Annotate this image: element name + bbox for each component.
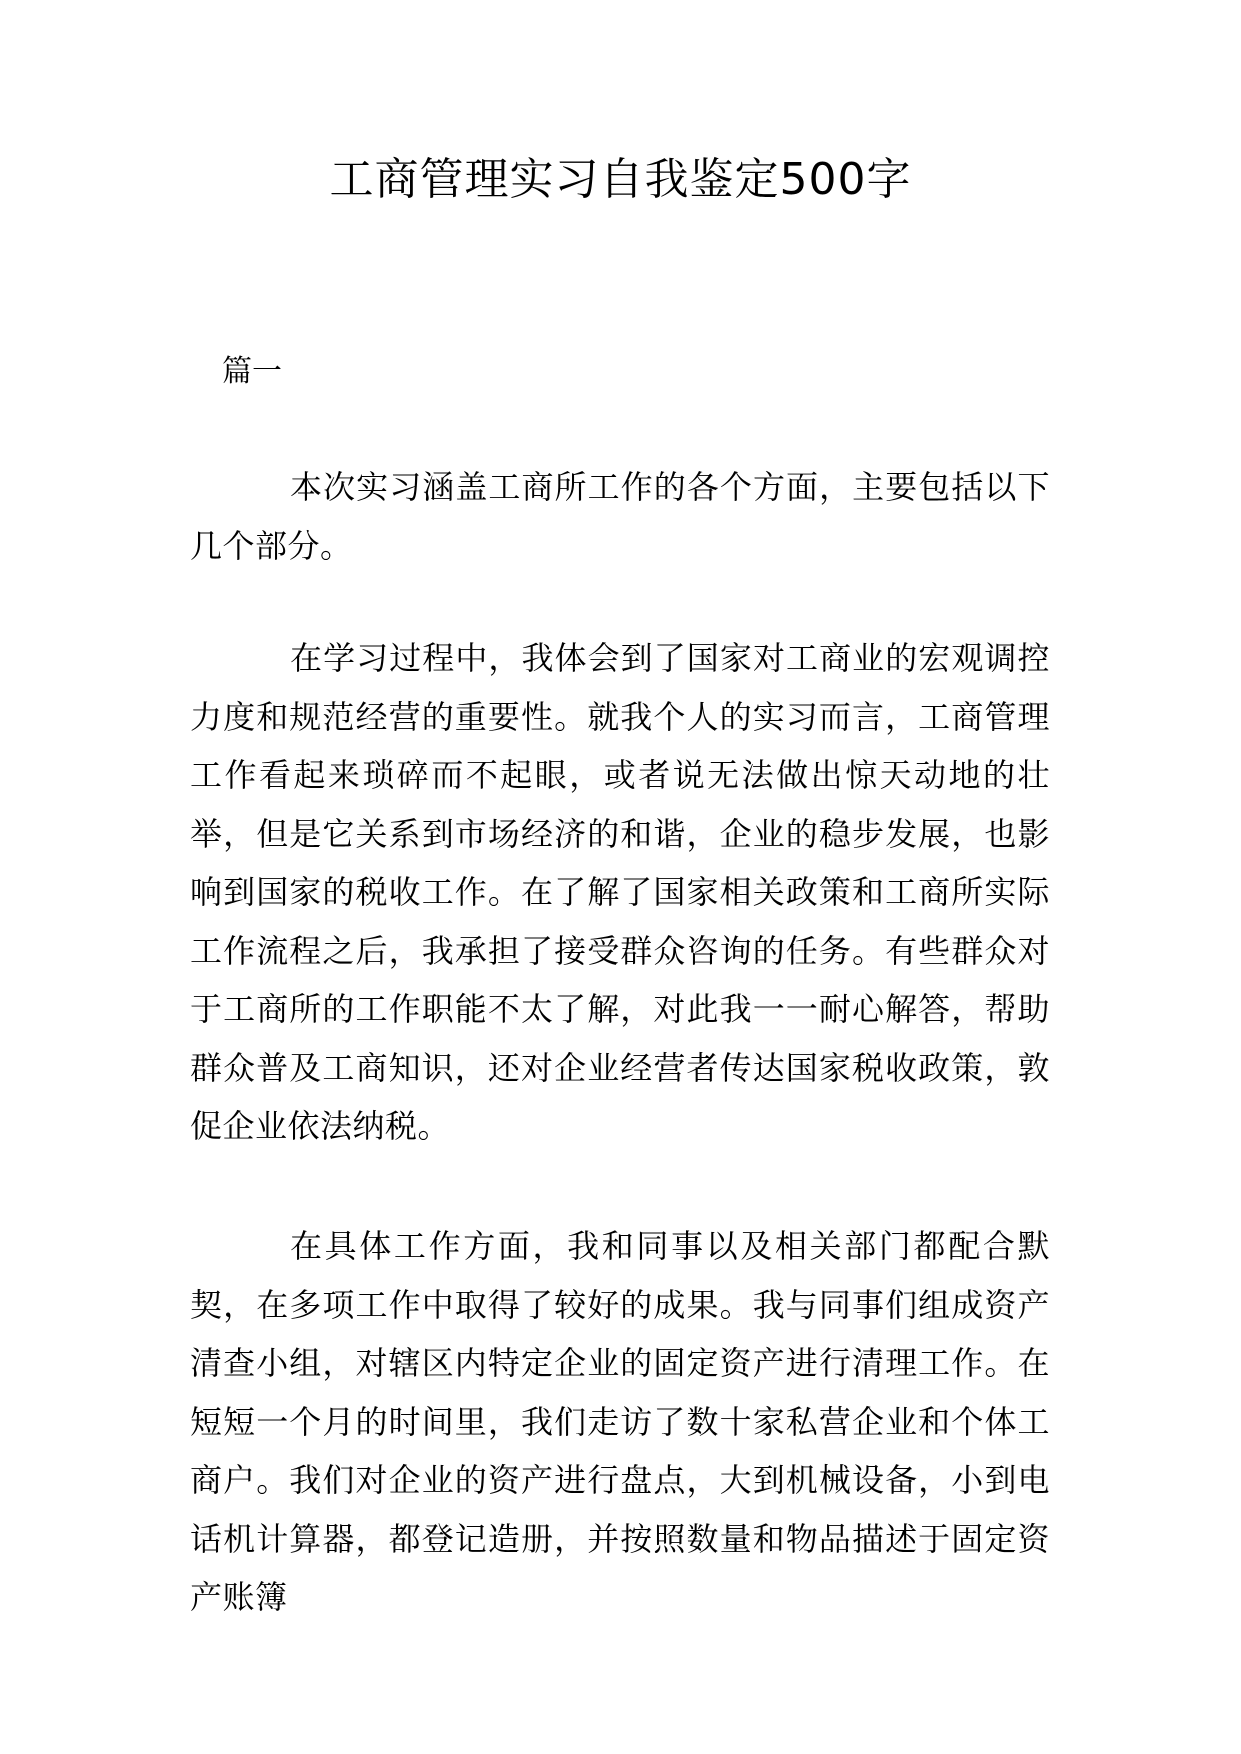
paragraph-2: 在学习过程中，我体会到了国家对工商业的宏观调控力度和规范经营的重要性。就我个人的实习而言，工商管理工作看起来琐碎而不起眼，或者说无法做出惊天动地的壮举，但是它关系到市场经济的和谐，企业的稳步发展，也影响到国家的税收工作。在了解了国家相关政策和工商所实际工作流程之后，我承担了接受群众咨询的任务。有些群众对于工商所的工作职能不太了解，对此我一一耐心解答，帮助群众普及工商知识，还对企业经营者传达国家税收政策，敦促企业依法纳税。	[190, 639, 1050, 1145]
paragraph-3: 在具体工作方面，我和同事以及相关部门都配合默契，在多项工作中取得了较好的成果。我与同事们组成资产清查小组，对辖区内特定企业的固定资产进行清理工作。在短短一个月的时间里，我们走访了数十家私营企业和个体工商户。我们对企业的资产进行盘点，大到机械设备，小到电话机计算器，都登记造册，并按照数量和物品描述于固定资产账簿	[190, 1227, 1050, 1616]
section-label: 篇一	[222, 354, 282, 389]
paragraph-1: 本次实习涵盖工商所工作的各个方面，主要包括以下几个部分。	[190, 468, 1050, 565]
document-title: 工商管理实习自我鉴定500字	[329, 154, 912, 205]
